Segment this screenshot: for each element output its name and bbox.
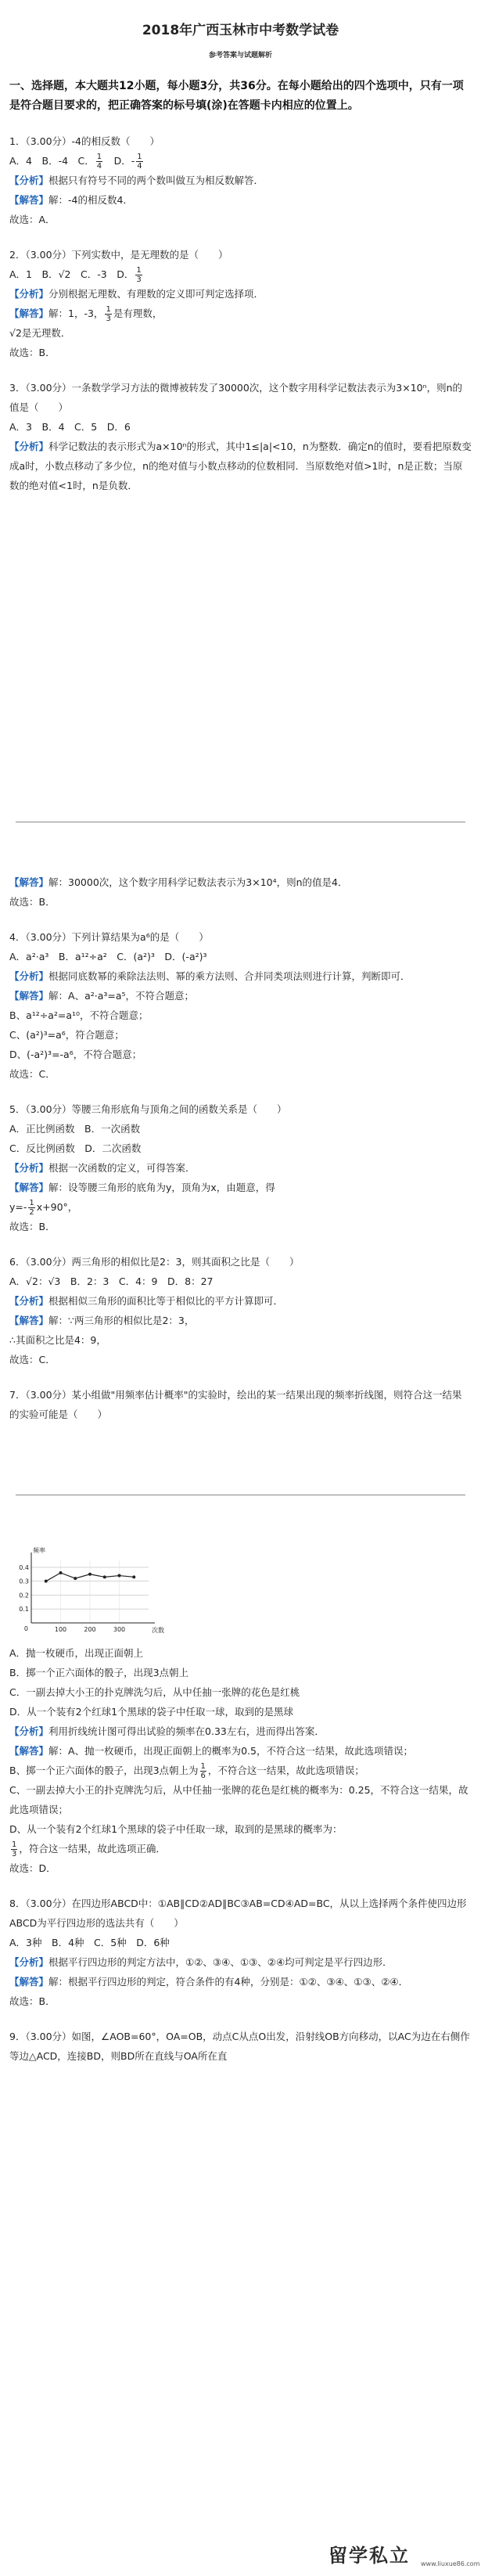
equation: y=- $\frac{1}{2}$ x+90°， xyxy=(9,1199,78,1217)
y-tick-label: 0.4 xyxy=(19,1563,29,1571)
question-options: A．√2：√3 B．2：3 C．4：9 D．8：27 xyxy=(9,1275,214,1287)
option-b: B．掷一个正六面体的骰子，出现3点朝上 xyxy=(9,1667,189,1678)
answer-line: B、掷一个正六面体的骰子，出现3点朝上为 $\frac{1}{6}$ ，不符合这一结果，故此选项错误； xyxy=(9,1762,364,1780)
data-point xyxy=(59,1571,63,1574)
answer: 【解答】解：根据平行四边形的判定，符合条件的有4种，分别是：①②、③④、①③、②④． xyxy=(9,1976,409,1988)
question-1 xyxy=(9,131,472,229)
question-7 xyxy=(9,1385,472,1424)
answer: 【解答】解：1，-3， $\frac{1}{3}$ 是有理数， xyxy=(9,305,163,323)
question-options: A．3 B．4 C．5 D．6 xyxy=(9,421,131,433)
answer: 【解答】解：-4的相反数4． xyxy=(9,194,133,206)
answer-line: √2是无理数． xyxy=(9,327,71,339)
data-point xyxy=(103,1575,106,1578)
question-stem: 8．（3.00分）在四边形ABCD中：①AB∥CD②AD∥BC③AB=CD④AD=BC，从以上选择两个条件使四边形ABCD为平行四边形的选法共有（ ） xyxy=(9,1898,467,1929)
fraction: $\frac{1}{6}$ xyxy=(200,1762,206,1780)
frequency-line-chart xyxy=(9,1545,166,1639)
page-title: 2018年广西玉林市中考数学试卷 xyxy=(142,23,339,38)
x-tick-label: 100 xyxy=(54,1626,67,1633)
data-point xyxy=(88,1573,92,1576)
answer: 【解答】解：A、a²·a³=a⁵，不符合题意； xyxy=(9,990,195,1002)
question-options: A．正比例函数 B．一次函数 xyxy=(9,1123,141,1135)
answer: 【解答】解：30000次，这个数字用科学记数法表示为3×10⁴，则n的值是4． xyxy=(9,876,348,888)
choice: 故选：B． xyxy=(9,347,56,358)
y-tick-label: 0.2 xyxy=(19,1592,29,1599)
choice: 故选：B． xyxy=(9,1221,56,1232)
choice: 故选：D． xyxy=(9,1862,56,1874)
question-stem: 5．（3.00分）等腰三角形底角与顶角之间的函数关系是（ ） xyxy=(9,1103,287,1115)
data-point xyxy=(74,1577,77,1580)
question-stem: 2．（3.00分）下列实数中，是无理数的是（ ） xyxy=(9,249,228,261)
answer-line: C、一副去掉大小王的扑克牌洗匀后，从中任抽一张牌的花色是红桃的概率为：0.25，不符合这一结果，故此选项错误； xyxy=(9,1784,468,1815)
choice: 故选：B． xyxy=(9,1995,56,2007)
answer-line: $\frac{1}{3}$ ，符合这一结果，故此选项正确． xyxy=(12,1840,166,1858)
analysis: 【分析】根据一次函数的定义，可得答案． xyxy=(9,1162,196,1174)
data-point xyxy=(45,1580,48,1583)
site-watermark xyxy=(328,2535,480,2571)
question-options: A．1 B．√2 C．-3 D． $\frac{1}{3}$ xyxy=(9,266,142,284)
y-axis-label: 频率 xyxy=(33,1547,45,1554)
page-1 xyxy=(0,0,481,495)
question-stem: 4．（3.00分）下列计算结果为a⁶的是（ ） xyxy=(9,931,209,943)
choice: 故选：B． xyxy=(9,896,56,908)
watermark-url: www.liuxue86.com xyxy=(421,2560,480,2567)
x-tick-label: 300 xyxy=(113,1626,126,1633)
option-a: A．抛一枚硬币，出现正面朝上 xyxy=(9,1647,144,1659)
y-tick-label: 0.3 xyxy=(19,1578,29,1585)
option-c: C．一副去掉大小王的扑克牌洗匀后，从中任抽一张牌的花色是红桃 xyxy=(9,1686,300,1698)
question-6 xyxy=(9,1252,472,1369)
question-4 xyxy=(9,927,472,1084)
answer: 【解答】解：∵两三角形的相似比是2：3， xyxy=(9,1315,195,1326)
x-tick-label: 200 xyxy=(84,1626,96,1633)
choice: 故选：C． xyxy=(9,1068,56,1080)
question-stem: 9．（3.00分）如图，∠AOB=60°，OA=OB，动点C从点O出发，沿射线OB方向移动，以AC为边在右侧作等边△ACD，连接BD，则BD所在直线与OA所在直 xyxy=(9,2031,470,2062)
page-3 xyxy=(0,1534,481,2066)
question-options: A．4 B．-4 C． $\frac{1}{4}$ D．- $\frac{1}{4}$ xyxy=(9,153,142,171)
question-5 xyxy=(9,1099,472,1236)
fraction: $\frac{1}{2}$ xyxy=(29,1199,34,1217)
origin-label: 0 xyxy=(23,1625,28,1632)
answer: 【解答】解：A、抛一枚硬币，出现正面朝上的概率为0.5，不符合这一结果，故此选项错误； xyxy=(9,1745,413,1757)
question-8 xyxy=(9,1894,472,2011)
option-d: D．从一个装有2个红球1个黑球的袋子中任取一球，取到的是黑球 xyxy=(9,1706,294,1718)
chart-svg xyxy=(9,1545,166,1639)
question-3 xyxy=(9,378,472,495)
answer: 【解答】解：设等腰三角形的底角为y，顶角为x，由题意，得 xyxy=(9,1182,275,1193)
analysis: 【分析】根据同底数幂的乘除法法则、幂的乘方法则、合并同类项法则进行计算，判断即可． xyxy=(9,970,411,982)
question-options: A．a²·a³ B．a¹²÷a² C．(a²)³ D．(-a²)³ xyxy=(9,951,207,962)
question-2 xyxy=(9,245,472,362)
question-options: A．3种 B．4种 C．5种 D．6种 xyxy=(9,1937,170,1948)
choice: 故选：A． xyxy=(9,214,56,225)
question-9 xyxy=(9,2027,472,2066)
analysis: 【分析】科学记数法的表示形式为a×10ⁿ的形式，其中1≤|a|<10，n为整数．确定n的值时，要看把原数变成a时，小数点移动了多少位，n的绝对值与小数点移动的位数相同．当原数绝对值>1时，n是正数；当原数的绝对值<1时，n是负数． xyxy=(9,441,472,491)
fraction: $\frac{1}{4}$ xyxy=(137,153,142,171)
y-tick-label: 0.1 xyxy=(19,1606,29,1614)
analysis: 【分析】根据相似三角形的面积比等于相似比的平方计算即可． xyxy=(9,1295,284,1307)
data-point xyxy=(118,1574,121,1578)
fraction: $\frac{1}{4}$ xyxy=(96,153,102,171)
answer-line: ∴其面积之比是4：9， xyxy=(9,1334,106,1346)
x-axis-label: 次数 xyxy=(152,1627,164,1634)
page-2 xyxy=(0,865,481,1424)
question-stem: 7．（3.00分）某小组做"用频率估计概率"的实验时，绘出的某一结果出现的频率折线图，则符合这一结果的实验可能是（ ） xyxy=(9,1389,462,1420)
answer-line: B、a¹²÷a²=a¹⁰，不符合题意； xyxy=(9,1009,149,1021)
watermark-logo-text: 留学私立 xyxy=(328,2544,410,2567)
fraction: $\frac{1}{3}$ xyxy=(106,305,111,323)
analysis: 【分析】根据平行四边形的判定方法中，①②、③④、①③、②④均可判定是平行四边形． xyxy=(9,1956,393,1968)
question-7-continued xyxy=(9,1643,472,1878)
data-point xyxy=(132,1575,135,1578)
analysis: 【分析】利用折线统计图可得出试验的频率在0.33左右，进而得出答案． xyxy=(9,1725,325,1737)
analysis: 【分析】根据只有符号不同的两个数叫做互为相反数解答． xyxy=(9,174,264,186)
section-heading: 一、选择题，本大题共12小题，每小题3分，共36分。在每小题给出的四个选项中，只有一项是符合题目要求的，把正确答案的标号填(涂)在答题卡内相应的位置上。 xyxy=(9,80,464,112)
question-stem: 1．（3.00分）-4的相反数（ ） xyxy=(9,135,160,147)
question-3-continued xyxy=(9,872,472,912)
fraction: $\frac{1}{3}$ xyxy=(12,1840,17,1858)
analysis: 【分析】分别根据无理数、有理数的定义即可判定选择项． xyxy=(9,288,264,300)
question-stem: 6．（3.00分）两三角形的相似比是2：3，则其面积之比是（ ） xyxy=(9,1256,300,1268)
fraction: $\frac{1}{3}$ xyxy=(136,266,142,284)
answer-line: C、(a²)³=a⁶，符合题意； xyxy=(9,1029,124,1041)
question-options: C．反比例函数 D．二次函数 xyxy=(9,1142,142,1154)
question-stem: 3．（3.00分）一条数学学习方法的微博被转发了30000次，这个数字用科学记数法表示为3×10ⁿ，则n的值是（ ） xyxy=(9,382,463,413)
answer-line: D、(-a²)³=-a⁶，不符合题意； xyxy=(9,1049,142,1060)
choice: 故选：C． xyxy=(9,1354,56,1365)
answer-line: D、从一个装有2个红球1个黑球的袋子中任取一球，取到的是黑球的概率为： xyxy=(9,1823,343,1835)
page-subtitle: 参考答案与试题解析 xyxy=(208,52,272,59)
